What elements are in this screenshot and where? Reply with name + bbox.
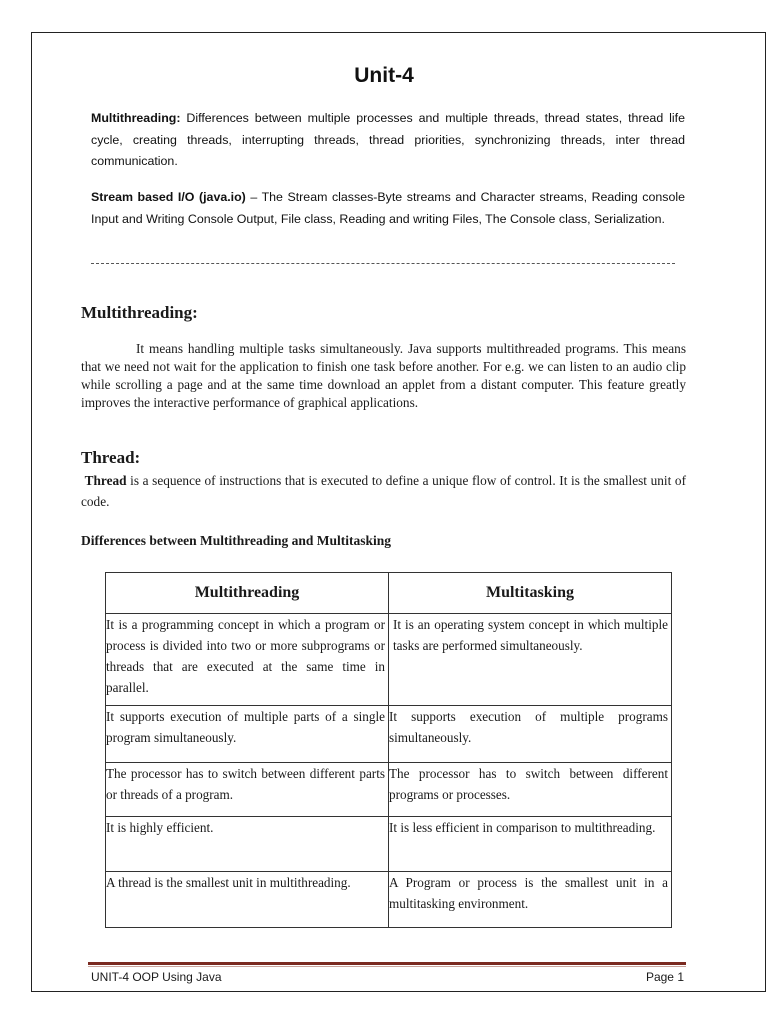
table-cell: A thread is the smallest unit in multithreading. — [106, 872, 389, 928]
table-cell: It supports execution of multiple programs simultaneously. — [389, 706, 672, 763]
table-row — [106, 817, 672, 872]
column-header: Multithreading — [106, 573, 389, 614]
differences-heading: Differences between Multithreading and Multitasking — [81, 533, 391, 548]
footer-course-label: UNIT-4 OOP Using Java — [91, 970, 222, 984]
thread-term: Thread — [84, 473, 127, 488]
syllabus-text: Differences between multiple processes and multiple threads, thread states, thread life cycle, creating threads, interrupting threads, thread priorities, synchronizing threads, inter thread communication. — [91, 111, 685, 168]
table-cell: It is highly efficient. — [106, 817, 389, 872]
syllabus-label: Stream based I/O (java.io) — [91, 190, 246, 204]
table-cell: It is an operating system concept in which multiple tasks are performed simultaneously. — [389, 614, 672, 706]
table-cell: The processor has to switch between different parts or threads of a program. — [106, 763, 389, 817]
multithreading-heading: Multithreading: — [81, 303, 198, 322]
page-title: Unit-4 — [354, 64, 414, 87]
table-header-row — [106, 573, 672, 614]
thread-definition — [81, 470, 686, 512]
table-row — [106, 706, 672, 763]
table-cell: A Program or process is the smallest unit in a multitasking environment. — [389, 872, 672, 928]
syllabus-text: – The Stream classes-Byte streams and Character streams, Reading console Input and Writing Console Output, File class, Reading and writing Files, The Console class, Serialization. — [91, 190, 685, 226]
table-cell: The processor has to switch between different programs or processes. — [389, 763, 672, 817]
footer-rule — [88, 962, 686, 965]
syllabus-multithreading — [91, 108, 685, 173]
table-row — [106, 614, 672, 706]
footer-page-number: Page 1 — [645, 970, 684, 984]
table-row — [106, 872, 672, 928]
thread-definition-text: is a sequence of instructions that is executed to define a unique flow of control. It is the smallest unit of code. — [81, 473, 686, 509]
section-divider — [91, 263, 675, 264]
table-row — [106, 763, 672, 817]
footer-rule-accent — [88, 966, 686, 967]
syllabus-label: Multithreading: — [91, 111, 181, 125]
comparison-table — [105, 572, 672, 928]
syllabus-stream-io — [91, 187, 685, 230]
thread-heading: Thread: — [81, 448, 141, 467]
table-cell: It is less efficient in comparison to multithreading. — [389, 817, 672, 872]
multithreading-paragraph: It means handling multiple tasks simultaneously. Java supports multithreaded programs. This means that we need not wait for the application to finish one task before another. For e.g. we can listen to an audio clip while scrolling a page and at the same time download an applet from a distant computer. This feature greatly improves the interactive performance of graphical applications. — [81, 341, 686, 410]
column-header: Multitasking — [389, 573, 672, 614]
table-cell: It supports execution of multiple parts of a single program simultaneously. — [106, 706, 389, 763]
table-cell: It is a programming concept in which a program or process is divided into two or more subprograms or threads that are executed at the same time in parallel. — [106, 614, 389, 706]
